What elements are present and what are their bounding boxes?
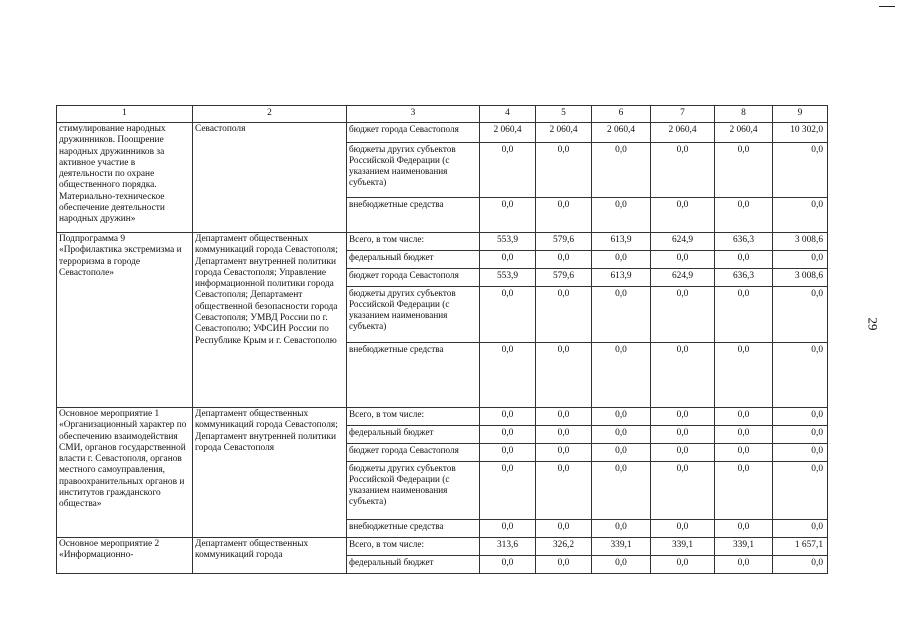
funding-source-cell: бюджеты других субъектов Российской Федерации (с указанием наименования субъекта)	[347, 287, 480, 343]
executor-cell: Департамент общественных коммуникаций города	[193, 538, 347, 574]
funding-source-cell: федеральный бюджет	[347, 426, 480, 444]
year-value-cell: 0,0	[592, 408, 651, 426]
funding-source-cell: Всего, в том числе:	[347, 408, 480, 426]
year-value-cell: 0,0	[592, 343, 651, 408]
year-value-cell: 0,0	[651, 556, 715, 574]
year-value-cell: 339,1	[592, 538, 651, 556]
page-number: 29	[865, 317, 881, 331]
year-value-cell: 0,0	[715, 556, 773, 574]
funding-source-cell: Всего, в том числе:	[347, 233, 480, 251]
total-value-cell: 0,0	[773, 444, 828, 462]
year-value-cell: 2 060,4	[592, 123, 651, 143]
year-value-cell: 0,0	[715, 143, 773, 198]
total-value-cell: 0,0	[773, 426, 828, 444]
table-row	[57, 538, 828, 556]
year-value-cell: 0,0	[715, 462, 773, 520]
header-cell: 7	[651, 106, 715, 123]
total-value-cell: 0,0	[773, 198, 828, 233]
year-value-cell: 0,0	[480, 520, 536, 538]
year-value-cell: 0,0	[592, 444, 651, 462]
year-value-cell: 0,0	[715, 251, 773, 269]
year-value-cell: 0,0	[592, 462, 651, 520]
funding-source-cell: федеральный бюджет	[347, 556, 480, 574]
year-value-cell: 2 060,4	[536, 123, 592, 143]
year-value-cell: 0,0	[651, 287, 715, 343]
year-value-cell: 579,6	[536, 233, 592, 251]
table-header-row	[57, 106, 828, 123]
year-value-cell: 0,0	[536, 198, 592, 233]
funding-source-cell: федеральный бюджет	[347, 251, 480, 269]
funding-source-cell: бюджеты других субъектов Российской Федерации (с указанием наименования субъекта)	[347, 462, 480, 520]
year-value-cell: 0,0	[715, 408, 773, 426]
year-value-cell: 0,0	[536, 251, 592, 269]
funding-source-cell: внебюджетные средства	[347, 520, 480, 538]
total-value-cell: 0,0	[773, 251, 828, 269]
total-value-cell: 1 657,1	[773, 538, 828, 556]
year-value-cell: 0,0	[480, 426, 536, 444]
funding-source-cell: Всего, в том числе:	[347, 538, 480, 556]
year-value-cell: 0,0	[715, 520, 773, 538]
year-value-cell: 0,0	[651, 426, 715, 444]
scan-corner-mark	[879, 6, 895, 7]
year-value-cell: 326,2	[536, 538, 592, 556]
year-value-cell: 0,0	[715, 343, 773, 408]
header-cell: 5	[536, 106, 592, 123]
funding-source-cell: бюджет города Севастополя	[347, 269, 480, 287]
year-value-cell: 636,3	[715, 269, 773, 287]
header-cell: 4	[480, 106, 536, 123]
funding-source-cell: бюджет города Севастополя	[347, 444, 480, 462]
year-value-cell: 0,0	[592, 520, 651, 538]
year-value-cell: 0,0	[651, 143, 715, 198]
activity-name-cell: стимулирование народных дружинников. Поощрение народных дружинников за активное участие в деятельности по охране общественного порядка. Материально-техническое обеспечение деятельности народных дружин»	[57, 123, 193, 233]
year-value-cell: 0,0	[536, 143, 592, 198]
total-value-cell: 3 008,6	[773, 269, 828, 287]
year-value-cell: 0,0	[592, 251, 651, 269]
year-value-cell: 0,0	[715, 198, 773, 233]
year-value-cell: 0,0	[651, 198, 715, 233]
table-row	[57, 123, 828, 143]
year-value-cell: 0,0	[536, 520, 592, 538]
year-value-cell: 0,0	[536, 444, 592, 462]
executor-cell: Севастополя	[193, 123, 347, 233]
funding-source-cell: внебюджетные средства	[347, 343, 480, 408]
year-value-cell: 2 060,4	[715, 123, 773, 143]
year-value-cell: 0,0	[715, 444, 773, 462]
header-cell: 3	[347, 106, 480, 123]
year-value-cell: 0,0	[480, 556, 536, 574]
year-value-cell: 2 060,4	[480, 123, 536, 143]
year-value-cell: 636,3	[715, 233, 773, 251]
executor-cell: Департамент общественных коммуникаций города Севастополя; Департамент внутренней политики города Севастополя	[193, 408, 347, 538]
year-value-cell: 0,0	[592, 198, 651, 233]
year-value-cell: 0,0	[536, 556, 592, 574]
year-value-cell: 0,0	[480, 251, 536, 269]
table-row	[57, 408, 828, 426]
funding-source-cell: бюджет города Севастополя	[347, 123, 480, 143]
total-value-cell: 0,0	[773, 143, 828, 198]
year-value-cell: 0,0	[651, 520, 715, 538]
year-value-cell: 2 060,4	[651, 123, 715, 143]
header-cell: 6	[592, 106, 651, 123]
header-cell: 8	[715, 106, 773, 123]
total-value-cell: 10 302,0	[773, 123, 828, 143]
total-value-cell: 0,0	[773, 287, 828, 343]
budget-table	[56, 105, 828, 574]
year-value-cell: 0,0	[480, 444, 536, 462]
year-value-cell: 0,0	[536, 343, 592, 408]
year-value-cell: 579,6	[536, 269, 592, 287]
year-value-cell: 0,0	[651, 343, 715, 408]
total-value-cell: 3 008,6	[773, 233, 828, 251]
year-value-cell: 0,0	[536, 287, 592, 343]
year-value-cell: 0,0	[592, 556, 651, 574]
table-row	[57, 233, 828, 251]
header-cell: 9	[773, 106, 828, 123]
year-value-cell: 0,0	[536, 426, 592, 444]
year-value-cell: 0,0	[480, 143, 536, 198]
year-value-cell: 624,9	[651, 269, 715, 287]
year-value-cell: 0,0	[651, 462, 715, 520]
header-cell: 2	[193, 106, 347, 123]
year-value-cell: 0,0	[651, 251, 715, 269]
year-value-cell: 613,9	[592, 269, 651, 287]
year-value-cell: 339,1	[651, 538, 715, 556]
funding-source-cell: бюджеты других субъектов Российской Федерации (с указанием наименования субъекта)	[347, 143, 480, 198]
year-value-cell: 0,0	[592, 287, 651, 343]
total-value-cell: 0,0	[773, 520, 828, 538]
activity-name-cell: Основное мероприятие 2 «Информационно-	[57, 538, 193, 574]
year-value-cell: 0,0	[480, 343, 536, 408]
year-value-cell: 0,0	[651, 444, 715, 462]
total-value-cell: 0,0	[773, 556, 828, 574]
total-value-cell: 0,0	[773, 343, 828, 408]
year-value-cell: 339,1	[715, 538, 773, 556]
year-value-cell: 0,0	[536, 408, 592, 426]
funding-source-cell: внебюджетные средства	[347, 198, 480, 233]
year-value-cell: 0,0	[651, 408, 715, 426]
year-value-cell: 553,9	[480, 233, 536, 251]
year-value-cell: 613,9	[592, 233, 651, 251]
year-value-cell: 624,9	[651, 233, 715, 251]
year-value-cell: 0,0	[715, 426, 773, 444]
executor-cell: Департамент общественных коммуникаций города Севастополя; Департамент внутренней политики города Севастополя; Управление информационной политики города Севастополя; Департамент общественной безопасности города Севастополя; УМВД России по г. Севастополю; УФСИН России по Республике Крым и г. Севастополю	[193, 233, 347, 408]
year-value-cell: 0,0	[480, 198, 536, 233]
header-cell: 1	[57, 106, 193, 123]
year-value-cell: 313,6	[480, 538, 536, 556]
year-value-cell: 0,0	[715, 287, 773, 343]
activity-name-cell: Подпрограмма 9 «Профилактика экстремизма и терроризма в городе Севастополе»	[57, 233, 193, 408]
total-value-cell: 0,0	[773, 408, 828, 426]
year-value-cell: 553,9	[480, 269, 536, 287]
year-value-cell: 0,0	[480, 462, 536, 520]
year-value-cell: 0,0	[480, 408, 536, 426]
total-value-cell: 0,0	[773, 462, 828, 520]
year-value-cell: 0,0	[480, 287, 536, 343]
activity-name-cell: Основное мероприятие 1 «Организационный характер по обеспечению взаимодействия СМИ, органов государственной власти г. Севастополя, органов местного самоуправления, правоохранительных органов и институтов гражданского общества»	[57, 408, 193, 538]
year-value-cell: 0,0	[536, 462, 592, 520]
year-value-cell: 0,0	[592, 143, 651, 198]
year-value-cell: 0,0	[592, 426, 651, 444]
